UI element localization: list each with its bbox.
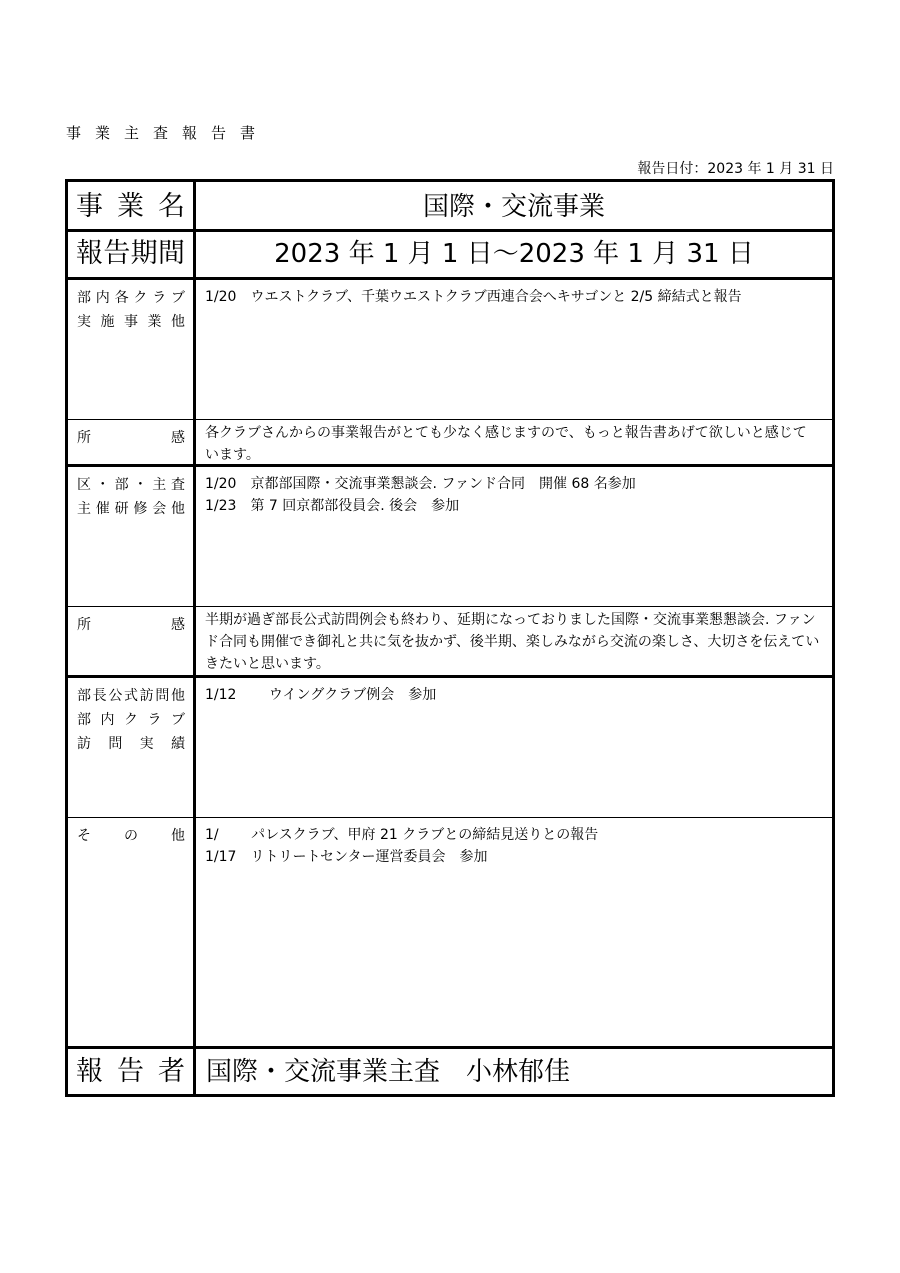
official-visits-row <box>68 678 832 818</box>
official-visits-label <box>68 678 196 817</box>
reporter-label: 報 告 者 <box>68 1049 196 1094</box>
district-events-label <box>68 467 196 606</box>
reporter-row <box>68 1049 832 1094</box>
report-form <box>65 179 835 1097</box>
district-events-row <box>68 467 832 607</box>
label-line: 部内クラブ <box>77 712 185 728</box>
label-line: 訪問実績 <box>77 736 185 752</box>
project-value: 国際・交流事業 <box>422 192 605 222</box>
entry: 1/12 ウイングクラブ例会 参加 <box>205 687 437 703</box>
label-line: 主催研修会他 <box>77 501 185 517</box>
club-activities-label <box>68 280 196 419</box>
label-line: 実施事業他 <box>77 314 185 330</box>
district-events-entries <box>196 467 832 606</box>
impression1-label <box>68 420 196 464</box>
club-activities-row <box>68 280 832 420</box>
project-row <box>68 182 832 232</box>
entry: 1/17 リトリートセンター運営委員会 参加 <box>205 849 488 865</box>
official-visits-entries <box>196 678 832 817</box>
entry: 半期が過ぎ部長公式訪問例会も終わり、延期になっておりました国際・交流事業懇懇談会. ファンド合同も開催でき御礼と共に気を抜かず、後半期、楽しみながら交流の楽しさ、大切さを伝えていきたいと思います。 <box>205 612 820 672</box>
impression1-row <box>68 420 832 467</box>
label-line: そ の 他 <box>77 828 185 844</box>
label-line: 所 感 <box>77 430 185 446</box>
label-line: 区・部・主査 <box>77 477 185 493</box>
entry: 1/20 京都部国際・交流事業懇談会. ファンド合同 開催 68 名参加 <box>205 476 636 492</box>
reporter-value: 国際・交流事業主査 小林郁佳 <box>206 1057 571 1087</box>
entry: 1/20 ウエストクラブ、千葉ウエストクラブ西連合会へキサゴンと 2/5 締結式と報告 <box>205 289 742 305</box>
entry: 1/23 第 7 回京都部役員会. 後会 参加 <box>205 498 460 514</box>
period-value: 2023 年 1 月 1 日～2023 年 1 月 31 日 <box>274 239 754 269</box>
entry: 1/ パレスクラブ、甲府 21 クラブとの締結見送りとの報告 <box>205 827 599 843</box>
impression1-text <box>196 420 832 464</box>
label-line: 部長公式訪問他 <box>77 688 185 704</box>
other-row <box>68 818 832 1049</box>
impression2-label <box>68 607 196 675</box>
project-label: 事 業 名 <box>68 182 196 229</box>
entry: 各クラブさんからの事業報告がとても少なく感じますので、もっと報告書あげて欲しいと感じています。 <box>205 425 807 463</box>
period-row <box>68 232 832 280</box>
report-date: 報告日付：2023 年 1 月 31 日 <box>637 161 834 177</box>
other-entries <box>196 818 832 1046</box>
label-line: 所 感 <box>77 617 185 633</box>
impression2-text <box>196 607 832 675</box>
document-title: 事業主査報告書 <box>66 124 270 142</box>
label-line: 部内各クラブ <box>77 290 185 306</box>
club-activities-entries <box>196 280 832 419</box>
impression2-row <box>68 607 832 678</box>
period-label: 報告期間 <box>68 232 196 277</box>
other-label <box>68 818 196 1046</box>
